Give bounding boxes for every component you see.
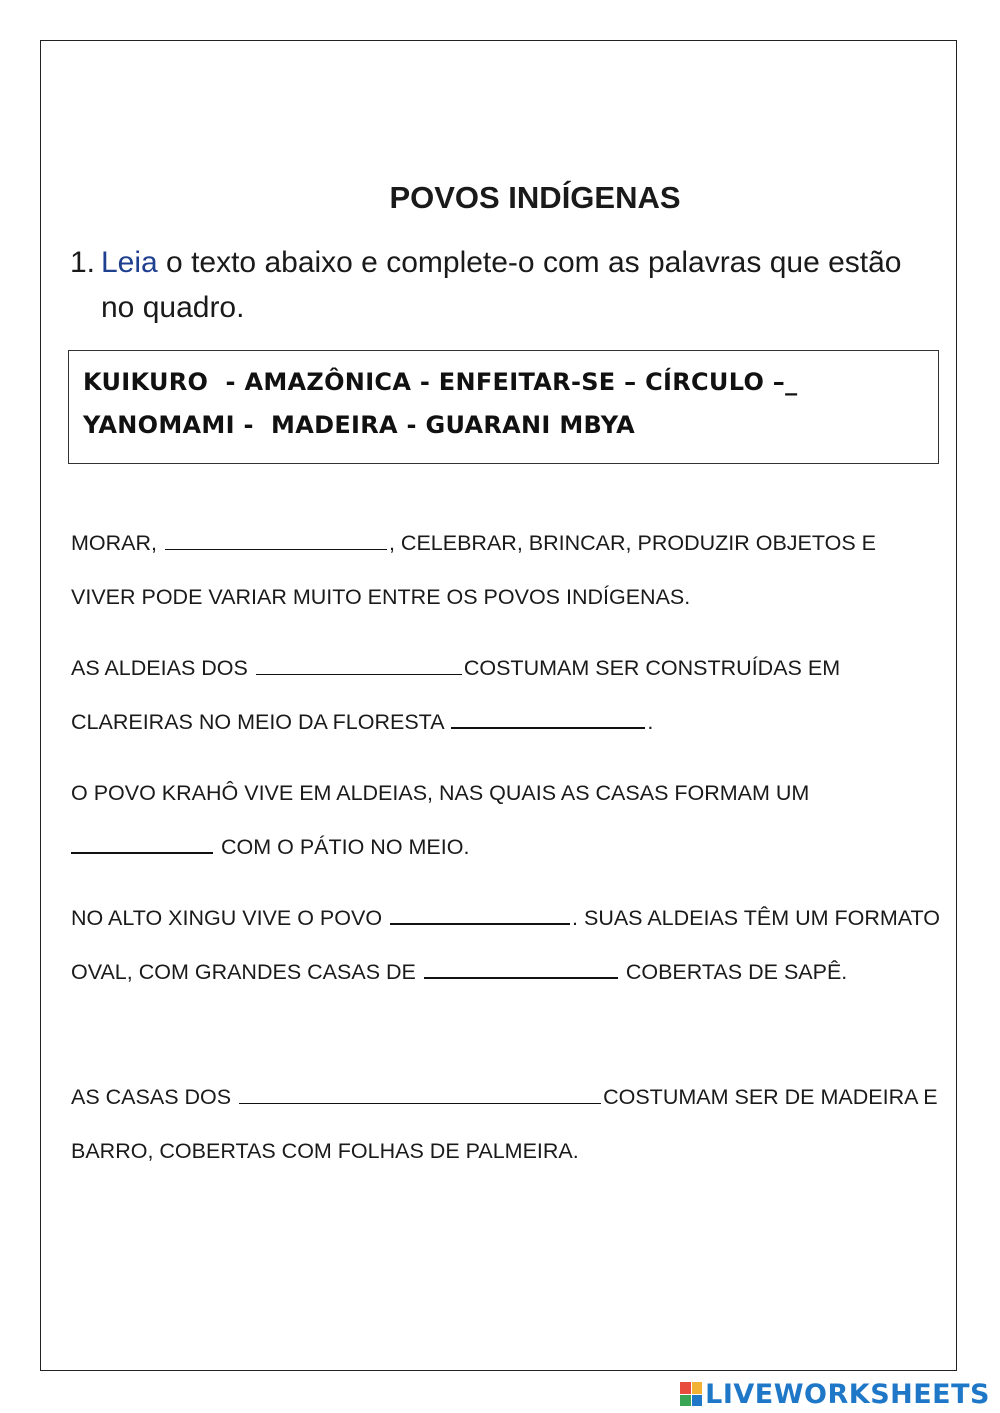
answer-blank-4[interactable] <box>71 830 213 854</box>
instruction-text: o texto abaixo e complete-o com as palavras que estão no quadro. <box>101 246 902 324</box>
answer-blank-1[interactable] <box>165 527 387 550</box>
paragraph-3 <box>71 766 941 874</box>
paragraph-2-text-a: AS ALDEIAS DOS <box>71 656 248 680</box>
paragraph-5 <box>71 1070 941 1178</box>
paragraph-3-text-b: COM O PÁTIO NO MEIO. <box>220 835 470 859</box>
logo-mark-icon <box>680 1382 702 1406</box>
paragraph-1-text-a: MORAR, <box>71 531 157 555</box>
paragraph-2 <box>71 641 941 749</box>
instruction-number: 1. <box>70 246 96 279</box>
paragraph-4-text-c: COBERTAS DE SAPÊ. <box>625 960 848 984</box>
paragraph-4-text-b: . SUAS ALDEIAS TÊM UM FORMATO OVAL, COM GRANDES CASAS DE <box>71 906 940 984</box>
answer-blank-7[interactable] <box>239 1081 601 1104</box>
worksheet-title: POVOS INDÍGENAS <box>389 180 681 215</box>
paragraph-1 <box>71 516 941 624</box>
paragraph-2-text-c: . <box>647 710 654 734</box>
paragraph-4-text-a: NO ALTO XINGU VIVE O POVO <box>71 906 383 930</box>
word-bank-line-1: KUIKURO - AMAZÔNICA - ENFEITAR-SE – CÍRCULO –_ <box>83 368 798 396</box>
paragraph-5-text-a: AS CASAS DOS <box>71 1085 232 1109</box>
logo-text: LIVEWORKSHEETS <box>705 1378 990 1410</box>
instruction-lead-word: Leia <box>101 246 158 279</box>
answer-blank-3[interactable] <box>451 705 645 729</box>
answer-blank-6[interactable] <box>424 955 618 979</box>
word-bank-line-2: YANOMAMI - MADEIRA - GUARANI MBYA <box>83 411 636 439</box>
liveworksheets-logo <box>680 1377 990 1411</box>
paragraph-1-text-b: , CELEBRAR, BRINCAR, PRODUZIR OBJETOS E VIVER PODE VARIAR MUITO ENTRE OS POVOS INDÍGENAS. <box>71 531 877 609</box>
paragraph-5-text-b: COSTUMAM SER DE MADEIRA E BARRO, COBERTAS COM FOLHAS DE PALMEIRA. <box>71 1085 938 1163</box>
word-bank-box <box>68 350 939 464</box>
paragraph-3-text-a: O POVO KRAHÔ VIVE EM ALDEIAS, NAS QUAIS AS CASAS FORMAM UM <box>71 781 810 805</box>
answer-blank-2[interactable] <box>256 652 462 675</box>
paragraph-2-text-b: COSTUMAM SER CONSTRUÍDAS EM CLAREIRAS NO MEIO DA FLORESTA <box>71 656 841 734</box>
instruction <box>70 240 930 330</box>
answer-blank-5[interactable] <box>390 901 570 925</box>
paragraph-4 <box>71 891 941 999</box>
